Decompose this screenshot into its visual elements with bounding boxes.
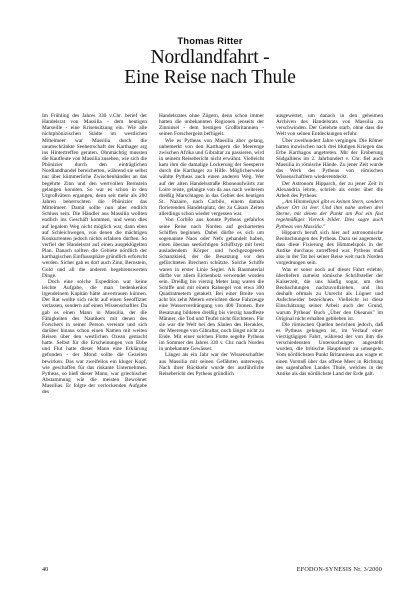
article-title-line-2: Eine Reise nach Thule <box>124 67 296 88</box>
quotation: „Am Himmelspol gibt es keinen Stern, sondern dieser Ort ist leer. Und ihm nahe stehen drei Sterne, mit denen der Punkt am Pol ein fast regelmäßiges Viereck bildet. Dies sagte auch Pytheas von Massilia." <box>276 198 383 230</box>
paragraph: Handelsrates ohne Zögern, denn schon immer hatten die unbekannten Regionen jenseits der Zinninsel - dem heutigen Großbritannien - seinen Forschergeist beflügelt. <box>159 113 264 138</box>
text-column-2 <box>159 113 264 561</box>
page-number: 40 <box>42 566 49 573</box>
paragraph: Im Frühling des Jahres 330 v.Chr. berief der Handelsrat von Massilia - dem heutigen Marseille - eine Krisensitzung ein. Wie alle nichtphönizischen Städte im westlichen Mittelmeer war Massilia durch die unumschränkte Seeherrschaft der Karthager arg ins Hintertreffen geraten. Ohnmächtig mussten die Kaufleute von Massilia zusehen, wie sich die Phönizier durch den einträglichen Nordlandhandel bereicherten, während sie selbst nur über kümmerliche Zwischenhändler an das begehrte Zinn und den wertvollen Bernstein gelangen konnten. So war es schon in den Urgroßvätern ergangen, denn seit mehr als 200 Jahren beherrschten die Phönizier das Mittelmeer. Damit sollte nun aber endlich Schluss sein. Die Händler aus Massilia wollten endlich ins Geschäft kommen, und wenn dies auf legalem Weg nicht möglich war, dann eben auf Schleichwegen, von denen die mächtigen Konkurrenten jedoch nichts erfahren durften. So verfiel der Handelsrat auf einen ausgeklügelten Plan. Danach sollten die Gebiete nördlich der karthagischen Einflusssphäre gründlich erforscht werden. Sicher gab es dort auch Zinn, Bernstein, Gold und all die anderen begehrenswerten Dinge. <box>42 113 147 279</box>
paragraph: Die römischen Quellen berichten jedoch, daß es Pytheas gelungen ist, im Verlauf einer vierzigtägigen Fahrt, während der von ihm die verschiedensten Untersuchungen angestellt wurden, die britische Hauptinsel zu umsegeln. Vom nördlichsten Punkt Britanniens aus wagte er einen Vorstoß über das offene Meer in Richtung des sagenhaften Landes Thule, welches in der Antike als das nördlichste Land der Erde galt. <box>276 321 383 377</box>
paragraph: Doch eine solche Expedition war keine leichte Aufgabe, die man bedenkenlos irgendeinem Kapitän hätte anvertrauen können. Der Rat wollte sich nicht auf einen Seeoffizier verlassen, sondern auf einen Wissenschaftler. Da gab es einen Mann in Massilia, der die Fähigkeiten des Nautikers mit denen des Forschers in seiner Person vereinte und sich darüber hinaus schon einen Namen mit weiten Reisen über den westlichen Ozean gemacht hatte. Selbst für die Erscheinungen von Ebbe und Flut hatte dieser Mann eine Erklärung gefunden - der Mond sollte die Gezeiten bewirken. Das war zweifellos ein kluger Kopf, wie geschaffen für das riskante Unternehmen. Pytheas, so hieß dieser Mann, war griechischer Abstammung wie die meisten Bewohner Massilias. Er folgte der verlockenden Aufgabe des <box>42 278 147 396</box>
article-body <box>42 113 382 561</box>
paragraph: Von Corbilo aus konnte Pytheas gefahrlos seine Reise nach Norden auf gecharterten Schiffen beginnen. Dabei dürfte es sich um sogenannte Naos oder Nefs gehandelt haben, einen überaus seetüchtigen Schiffstyp mit breit ausladendem Körper und hochgezogenem Schanzkleid, der die Besatzung vor den gefürchteten Brechern schützte. Solche Schiffe waren in erster Linie Segler. Als Baumaterial dürfte vor allem Eichenholz verwendet worden sein. Dreißig bis vierzig Meter lang waren die Schiffe und mit einem Rahsegel von etwa 300 Quadratmetern getakelt. Bei einer Breite von acht bis zehn Metern erreichten diese Fahrzeuge eine Wasserverdrängung von 400 Tonnen. Ihre Besatzung bildeten dreißig bis vierzig handfeste Männer, die Tod und Teufel nicht fürchteten. Für sie war die Welt bei den Säulen des Herakles, der Meerenge von Gibraltar, noch längst nicht zu Ende. Mit einer solchen Flotte segelte Pytheas im Sommer des Jahres 330 v. Chr. nach Norden in unbekannte Gewässer. <box>159 217 264 353</box>
paragraph: Über zweihundert Jahre vergingen. Die Römer hatten inzwischen nach drei blutigen Kriegen das Erbe Karthagos angetreten. Mit der Eroberung Südgalliens im 2. Jahrhundert v. Chr. fiel auch Massilia in römische Hände. Zu jener Zeit wurde das Werk des Pytheas von römischen Wissenschaftlern wiederentdeckt. <box>276 137 383 181</box>
article-title <box>60 48 360 88</box>
article-author: Thomas Ritter <box>177 36 243 47</box>
paragraph: Länger als ein Jahr war der Wissenschaftler aus Massilia mit seinen Gefährten unterwegs. Nach ihrer Rückkehr wurde der ausführliche Reisebericht des Pytheas gründlich <box>159 352 264 377</box>
article-title-line-1: Nordlandfahrt - <box>150 47 270 68</box>
paragraph: Was er sonst noch auf dieser Fahrt erlebte, überliefern zumeist römische Schriftsteller der Kaiserzeit, die uns häufig sogar, um den Beobachtungen nachzuvollziehen, und ihn deshalb oftmals zu Unrecht als Lügner und Aufschneider bezeichnen. Vielleicht ist diese Einschätzung seiner Arbeit auch der Grund, warum Pytheas' Buch „Über den Okeanos" im Original nicht erhalten geblieben ist. <box>276 266 383 322</box>
journal-name: EFODON-SYNESIS Nr. 3/2000 <box>296 566 382 573</box>
paragraph: Hipparch beruft sich hier auf astronomische Beobachtungen des Pytheas. Dazu sei angemerkt, dass diese Fixierung des Himmelspols in der Antike durchaus zutreffend war. Pytheas muß also in der Tat bei seiner Reise weit nach Norden vorgedrungen sein. <box>276 229 383 267</box>
paragraph: Wie es Pytheas von Massilia aber gelang, unbemerkt von den Karthagern die Meerenge zwischen Afrika und Gibraltar zu passieren, wird in seinem Reisebericht nicht erwähnt. Vielleicht kam ihm die damalige Lockerung der Seesperre durch die Karthager zu Hilfe. Möglicherweise wählte Pytheas auch einen anderen Weg. Wer auf der alten Handelsstraße Rhoneaufwärts zur Loire reiste, gelangte von da aus nach weiterem dreißig Marschtagen in das Gebiet des heutigen St. Nazaire, nach Corbilo, einem damals florierenden Handelsplatz, der zu Cäsars Zeiten allerdings schon wieder vergessen war. <box>159 137 264 218</box>
paragraph: Der Astronom Hipparch, der zu jener Zeit in Alexandria lehrte, schrieb als erster über die Arbeit des Pytheas: <box>276 180 383 199</box>
text-column-3 <box>276 113 383 561</box>
text-column-1 <box>42 113 147 561</box>
paragraph: ausgewertet, um danach in den geheimen Archiven des Handelsrats von Massilia zu verschwinden. Der Gelehrte starb, ohne dass die Welt von seinen Entdeckungen erfuhr. <box>276 113 383 138</box>
